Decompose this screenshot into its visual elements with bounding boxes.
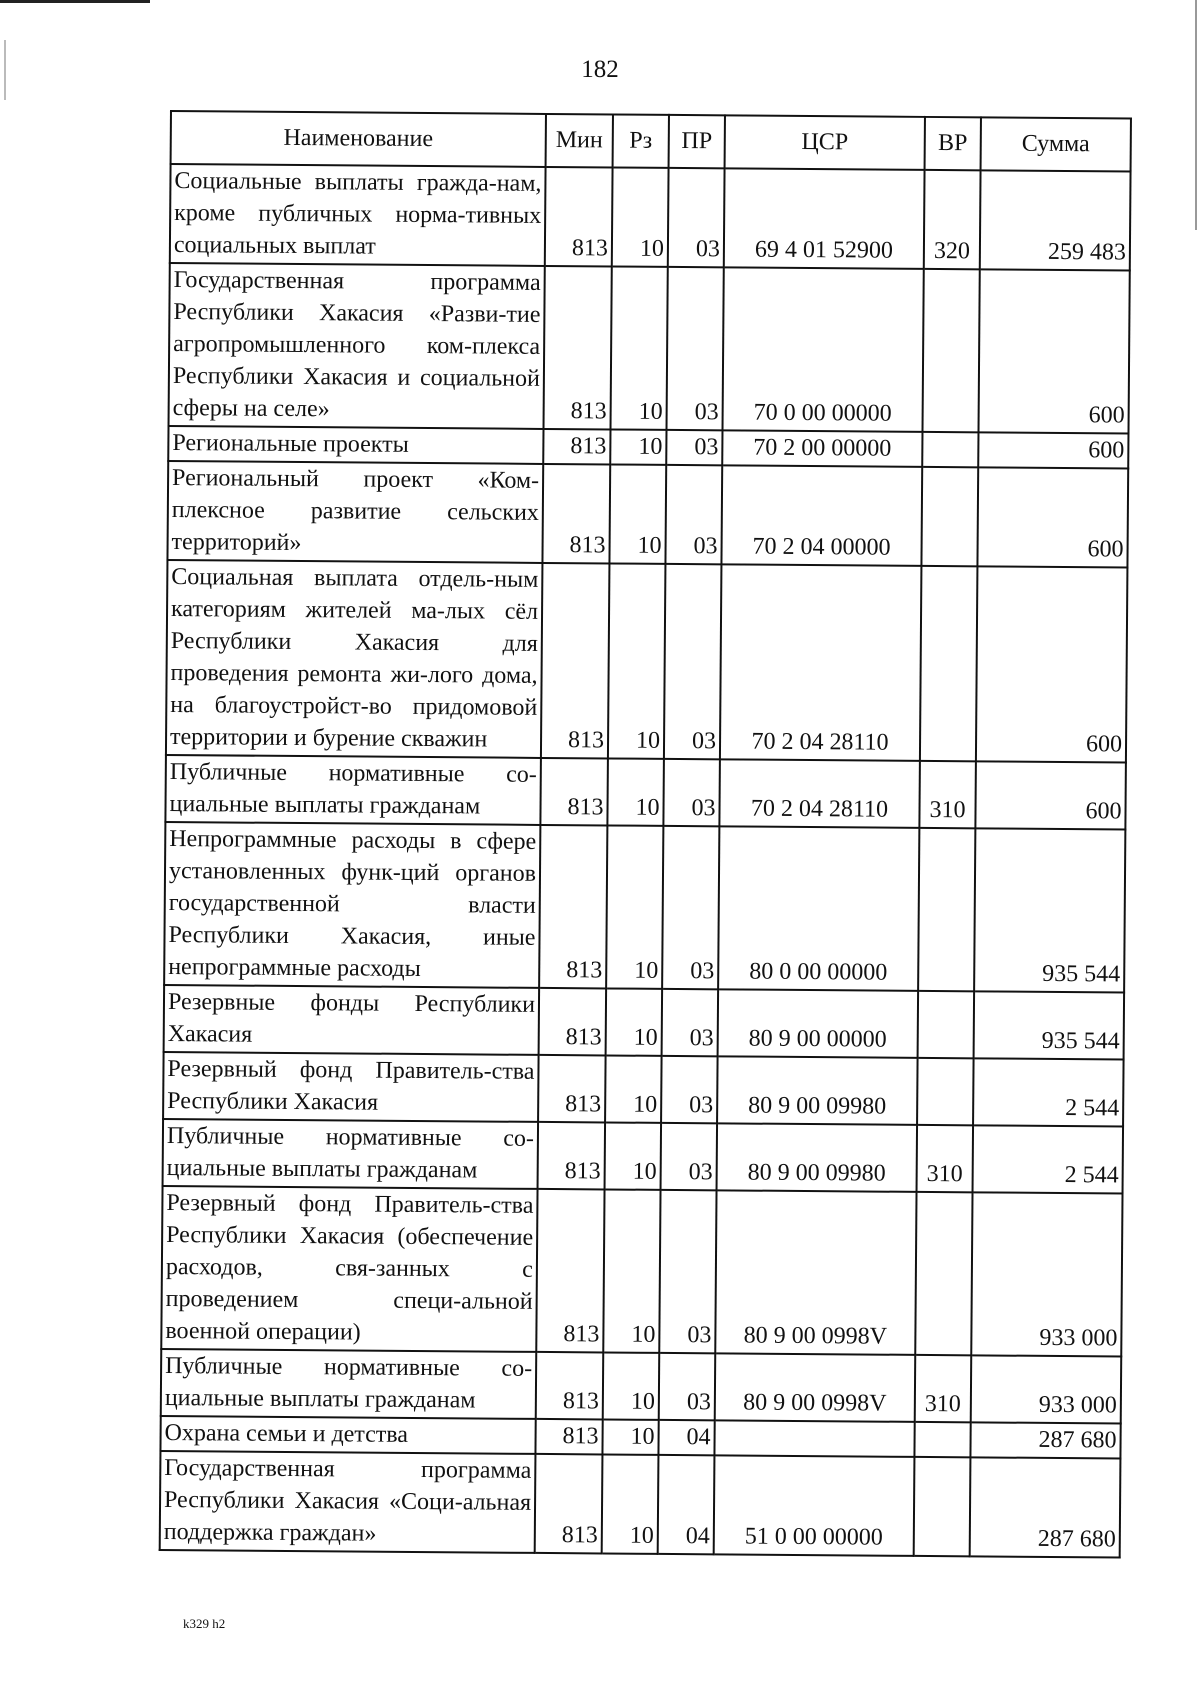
row-vr	[918, 828, 975, 991]
row-rz: 10	[612, 167, 669, 266]
scan-edge-right	[1195, 0, 1197, 230]
row-name: Непрограммные расходы в сфере установленных функ-ций органов государственной власти Республики Хакасия, иные непрограммные расходы	[164, 822, 540, 988]
row-pr: 03	[661, 1123, 718, 1190]
table-row	[163, 1119, 1123, 1194]
row-name: Резервный фонд Правитель-ства Республики Хакасия	[163, 1052, 539, 1122]
row-pr: 03	[665, 465, 722, 564]
row-pr: 03	[662, 826, 719, 989]
row-sum: 600	[976, 566, 1128, 762]
header-sum: Сумма	[981, 117, 1131, 171]
row-pr: 03	[667, 267, 724, 430]
row-csr: 80 9 00 0998V	[715, 1353, 916, 1422]
row-csr: 70 0 00 00000	[723, 267, 924, 432]
row-rz: 10	[611, 266, 668, 429]
row-rz: 10	[603, 1352, 660, 1419]
row-name: Резервный фонд Правитель-ства Республики Хакасия (обеспечение расходов, свя-занных с проведением специ-альной военной операции)	[161, 1186, 537, 1352]
row-sum: 259 483	[980, 170, 1131, 270]
row-vr: 310	[915, 1355, 972, 1422]
row-csr: 70 2 04 28110	[719, 759, 920, 828]
row-csr: 80 0 00 00000	[718, 826, 919, 991]
row-pr: 03	[666, 430, 722, 465]
row-pr: 03	[663, 759, 720, 826]
row-vr: 310	[917, 1125, 974, 1192]
row-csr: 80 9 00 00000	[718, 989, 919, 1058]
row-csr: 70 2 00 00000	[722, 430, 922, 467]
row-min: 813	[540, 758, 608, 826]
row-rz: 10	[605, 1122, 662, 1189]
row-min: 813	[545, 167, 613, 267]
footer-document-code: k329 h2	[183, 1616, 226, 1631]
row-name: Публичные нормативные со-циальные выплаты гражданам	[165, 755, 541, 825]
row-csr: 70 2 04 28110	[720, 564, 922, 761]
row-min: 813	[535, 1419, 602, 1455]
row-sum: 287 680	[970, 1457, 1121, 1557]
row-min: 813	[538, 1055, 606, 1123]
row-name: Государственная программа Республики Хакасия «Разви-тие агропромышленного ком-плекса Республики Хакасия и социальной сферы на селе»	[169, 263, 545, 429]
table-row	[164, 985, 1124, 1060]
budget-table	[159, 110, 1132, 1559]
header-pr: ПР	[669, 115, 725, 168]
table-row	[161, 1186, 1122, 1357]
row-csr: 70 2 04 00000	[721, 465, 922, 566]
row-pr: 03	[664, 564, 722, 759]
row-vr	[914, 1457, 971, 1556]
row-rz: 10	[610, 429, 666, 464]
row-name: Региональные проекты	[168, 426, 543, 464]
row-sum: 2 544	[973, 1125, 1124, 1193]
row-min: 813	[541, 563, 610, 759]
page-number: 182	[581, 56, 619, 83]
row-min: 813	[539, 988, 607, 1056]
row-csr: 51 0 00 00000	[714, 1455, 915, 1556]
row-pr: 04	[658, 1455, 715, 1554]
row-rz: 10	[608, 563, 666, 758]
row-min: 813	[543, 429, 610, 465]
row-pr: 03	[659, 1353, 716, 1420]
table-row	[161, 1349, 1121, 1424]
row-vr	[914, 1422, 970, 1457]
row-sum: 935 544	[974, 828, 1125, 992]
row-min: 813	[535, 1454, 603, 1554]
row-min: 813	[544, 266, 612, 430]
row-sum: 2 544	[973, 1058, 1124, 1126]
table-row	[164, 822, 1125, 993]
document-sheet	[159, 110, 1130, 1558]
row-rz: 10	[602, 1454, 659, 1553]
row-min: 813	[539, 825, 607, 989]
table-row	[166, 560, 1128, 763]
row-min: 813	[542, 464, 610, 564]
row-rz: 10	[607, 758, 664, 825]
header-vr: ВР	[925, 117, 981, 170]
header-min: Мин	[546, 114, 613, 168]
row-pr: 03	[668, 168, 725, 267]
table-row	[170, 164, 1131, 271]
row-min: 813	[536, 1189, 604, 1353]
row-sum: 933 000	[971, 1355, 1122, 1423]
row-csr: 69 4 01 52900	[724, 168, 925, 269]
row-min: 813	[538, 1122, 606, 1190]
row-name: Государственная программа Республики Хакасия «Соци-альная поддержка граждан»	[160, 1451, 536, 1553]
table-row	[160, 1451, 1121, 1558]
row-csr: 80 9 00 09980	[717, 1123, 918, 1192]
row-name: Резервные фонды Республики Хакасия	[164, 985, 540, 1055]
header-name: Наименование	[171, 111, 546, 167]
row-pr: 04	[658, 1420, 714, 1455]
row-name: Региональный проект «Ком-плексное развитие сельских территорий»	[167, 461, 543, 563]
row-rz: 10	[606, 988, 663, 1055]
row-vr	[922, 269, 979, 432]
table-row	[167, 461, 1128, 568]
row-rz: 10	[603, 1189, 660, 1352]
row-vr	[915, 1192, 972, 1355]
header-rz: Рз	[613, 114, 669, 167]
row-sum: 600	[978, 432, 1128, 468]
row-rz: 10	[606, 825, 663, 988]
row-rz: 10	[609, 464, 666, 563]
row-vr	[921, 467, 978, 566]
row-vr	[918, 991, 975, 1058]
row-sum: 933 000	[971, 1192, 1122, 1356]
row-vr	[922, 432, 978, 467]
row-sum: 287 680	[970, 1422, 1120, 1458]
row-vr: 310	[919, 761, 976, 828]
row-sum: 600	[978, 269, 1129, 433]
row-csr: 80 9 00 09980	[717, 1056, 918, 1125]
row-name: Охрана семьи и детства	[160, 1416, 535, 1454]
row-sum: 935 544	[974, 991, 1125, 1059]
row-csr: 80 9 00 0998V	[715, 1190, 916, 1355]
row-sum: 600	[977, 467, 1128, 567]
scan-edge-left	[4, 40, 6, 100]
row-name: Публичные нормативные со-циальные выплаты гражданам	[163, 1119, 539, 1189]
row-pr: 03	[661, 1056, 718, 1123]
table-row	[169, 263, 1130, 434]
row-rz: 10	[602, 1419, 658, 1454]
row-sum: 600	[975, 761, 1126, 829]
row-pr: 03	[662, 989, 719, 1056]
row-vr	[917, 1058, 974, 1125]
row-rz: 10	[605, 1055, 662, 1122]
row-name: Социальная выплата отдель-ным категориям жителей ма-лых сёл Республики Хакасия для проведения ремонта жи-лого дома, на благоустройст-во придомовой территории и бурение скважин	[166, 560, 543, 758]
row-name: Социальные выплаты гражда-нам, кроме публичных норма-тивных социальных выплат	[170, 164, 546, 266]
row-min: 813	[536, 1352, 604, 1420]
row-csr	[714, 1420, 914, 1457]
table-row	[163, 1052, 1123, 1127]
scan-edge-top	[0, 0, 150, 3]
row-name: Публичные нормативные со-циальные выплаты гражданам	[161, 1349, 537, 1419]
row-vr	[920, 566, 978, 761]
table-row	[165, 755, 1125, 830]
row-vr: 320	[924, 170, 981, 269]
row-pr: 03	[659, 1190, 716, 1353]
table-header-row	[171, 111, 1131, 172]
header-csr: ЦСР	[725, 115, 925, 170]
